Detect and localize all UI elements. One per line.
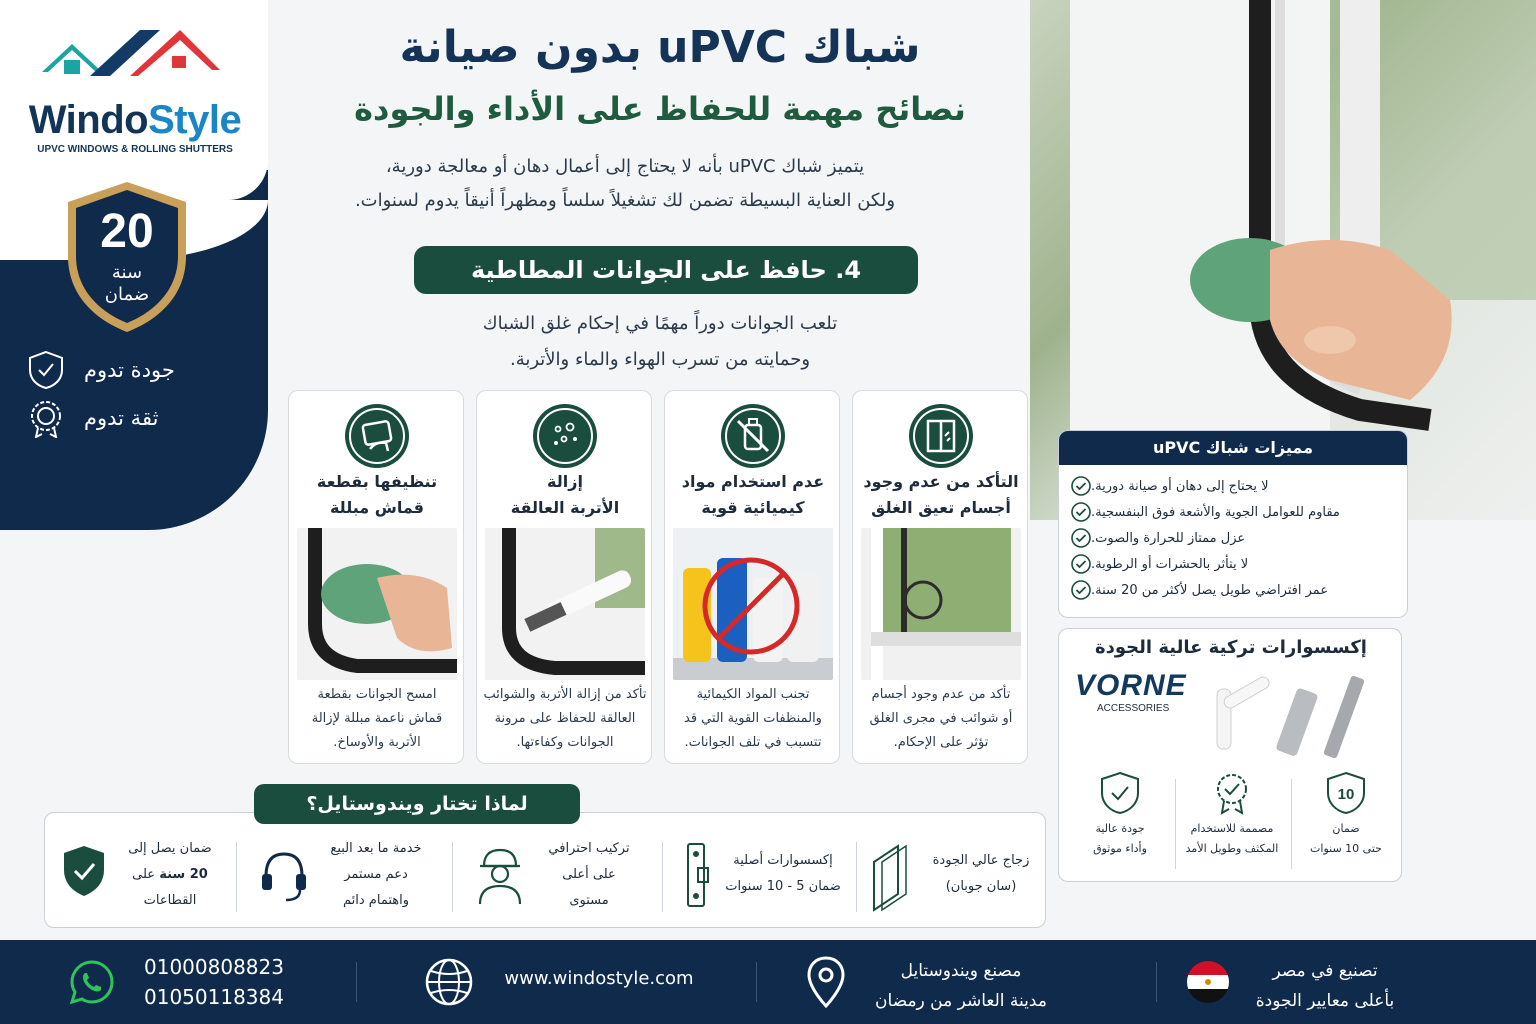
features-list <box>1059 465 1407 603</box>
check-circle-icon <box>1071 476 1091 496</box>
intro-paragraph: يتميز شباك uPVC بأنه لا يحتاج إلى أعمال دهان أو معالجة دورية، ولكن العناية البسيطة تضمن لك تشغيلاً سلساً ومظهراً أنيقاً يدوم لسنوات. <box>354 156 896 211</box>
location-pin-icon <box>806 956 846 1010</box>
wipe-cloth-icon <box>342 401 412 471</box>
ten-years-icon <box>1324 771 1368 815</box>
dust-icon <box>530 401 600 471</box>
no-chemicals-icon <box>718 401 788 471</box>
tip-card-check-obstructions <box>852 390 1028 764</box>
phone-numbers <box>140 952 288 1012</box>
why-item-warranty: ضمان يصل إلى 20 سنة على القطاعات <box>56 828 232 918</box>
logo-wordmark: WindoStyle <box>28 98 242 142</box>
feature-item: لا يتأثر بالحشرات أو الرطوبة. <box>1071 551 1395 577</box>
factory-address: مصنع ويندوستايل مدينة العاشر من رمضان <box>875 961 1047 1011</box>
page-title: شباك uPVC بدون صيانة <box>399 22 921 73</box>
egypt-flag-icon <box>1186 960 1230 1004</box>
window-check-icon <box>906 401 976 471</box>
warranty-shield <box>62 178 192 336</box>
globe-icon <box>424 957 474 1007</box>
shield-check-icon <box>1098 771 1142 815</box>
tip-card-avoid-chemicals <box>664 390 840 764</box>
accessory-badge-quality: جودة عالية وأداء موثوق <box>1065 771 1175 871</box>
turkish-accessories-panel <box>1058 628 1402 882</box>
headset-support-icon <box>256 846 312 906</box>
logo-tagline: UPVC WINDOWS & ROLLING SHUTTERS <box>37 144 233 155</box>
made-in-egypt: تصنيع في مصر بأعلى معايير الجودة <box>1255 961 1395 1011</box>
why-choose-us-title: لماذا تختار ويندوستايل؟ <box>254 784 580 824</box>
glass-pane-icon <box>868 842 918 912</box>
accessory-badge-durability: مصممة للاستخدام المكثف وطويل الأمد <box>1177 771 1287 871</box>
award-badge-icon <box>28 398 64 438</box>
upvc-features-panel <box>1058 430 1408 618</box>
windostyle-logo <box>20 20 250 160</box>
tip-card-wipe-damp-cloth <box>288 390 464 764</box>
card-title: عدم استخدام مواد كيميائية قوية <box>681 472 825 517</box>
cloth-wiping-photo <box>297 528 457 680</box>
check-circle-icon <box>1071 554 1091 574</box>
brand-sidebar <box>0 0 268 520</box>
card-description: امسح الجوانات بقطعة قماش ناعمة مبللة لإزالة الأتربة والأوساخ. <box>311 687 443 750</box>
feature-item: لا يحتاج إلى دهان أو صيانة دورية. <box>1071 473 1395 499</box>
door-hinge-icon <box>678 840 718 910</box>
warranty-label: ضمان <box>104 284 150 305</box>
lasting-quality-feature: جودة تدوم <box>28 350 248 390</box>
accessory-badge-warranty: 10 ضمان حتى 10 سنوات <box>1291 771 1401 871</box>
tip-card-remove-dust <box>476 390 652 764</box>
shield-check-icon <box>60 844 108 898</box>
check-circle-icon <box>1071 580 1091 600</box>
chemical-bottles-photo <box>673 528 833 680</box>
warranty-years: 20 <box>100 205 154 258</box>
website-link[interactable]: www.windostyle.com <box>504 968 694 989</box>
page-subtitle: نصائح مهمة للحفاظ على الأداء والجودة <box>354 90 966 128</box>
check-circle-icon <box>1071 528 1091 548</box>
feature-item: عمر افتراضي طويل يصل لأكثر من 20 سنة. <box>1071 577 1395 603</box>
quality-seal-icon <box>1210 771 1254 815</box>
feature-item: مقاوم للعوامل الجوية والأشعة فوق البنفسجية. <box>1071 499 1395 525</box>
phone-2[interactable]: 01050118384 <box>144 985 284 1009</box>
card-title: التأكد من عدم وجود أجسام تعيق الغلق <box>863 472 1019 517</box>
features-title: مميزات شباك uPVC <box>1059 431 1407 465</box>
house-roof-logo-icon <box>20 20 250 100</box>
why-item-after-sales: خدمة ما بعد البيع دعم مستمر واهتمام دائم <box>250 828 440 918</box>
vorne-logo: VORNE <box>1075 669 1187 702</box>
whatsapp-icon <box>68 958 116 1006</box>
vorne-logo-sub: ACCESSORIES <box>1097 703 1170 714</box>
shield-check-icon <box>28 350 64 390</box>
brush-cleaning-photo <box>485 528 645 680</box>
check-circle-icon <box>1071 502 1091 522</box>
section-heading: 4. حافظ على الجوانات المطاطية <box>414 246 918 294</box>
card-description: تأكد من عدم وجود أجسام أو شوائب في مجرى الغلق تؤثر على الإحكام. <box>869 687 1013 750</box>
card-description: تجنب المواد الكيمائية والمنظفات القوية التي قد تتسبب في تلف الجوانات. <box>684 687 822 750</box>
card-title: تنظيفها بقطعة قماش مبللة <box>316 472 438 517</box>
why-item-accessories: إكسسوارات أصلية ضمان 5 - 10 سنوات <box>670 828 850 918</box>
worker-helmet-icon <box>472 842 528 906</box>
svg-text:10: 10 <box>1337 786 1355 803</box>
card-title: إزالة الأتربة العالقة <box>510 472 620 517</box>
phone-1[interactable]: 01000808823 <box>144 955 284 979</box>
window-track-photo <box>861 528 1021 680</box>
lasting-trust-feature: ثقة تدوم <box>28 398 248 438</box>
why-item-installation: تركيب احترافي على أعلى مستوى <box>470 828 650 918</box>
card-description: تأكد من إزالة الأتربة والشوائب العالقة للحفاظ على مرونة الجوانات وكفاءتها. <box>483 687 647 750</box>
feature-item: عزل ممتاز للحرارة والصوت. <box>1071 525 1395 551</box>
warranty-unit: سنة <box>111 262 143 283</box>
hardware-photo <box>1197 669 1397 759</box>
section-description: تلعب الجوانات دوراً مهمًا في إحكام غلق الشباك وحمايته من تسرب الهواء والماء والأتربة. <box>482 313 838 370</box>
accessories-title: إكسسوارات تركية عالية الجودة <box>1095 637 1367 658</box>
why-item-glass: زجاج عالي الجودة (سان جوبان) <box>860 828 1040 918</box>
